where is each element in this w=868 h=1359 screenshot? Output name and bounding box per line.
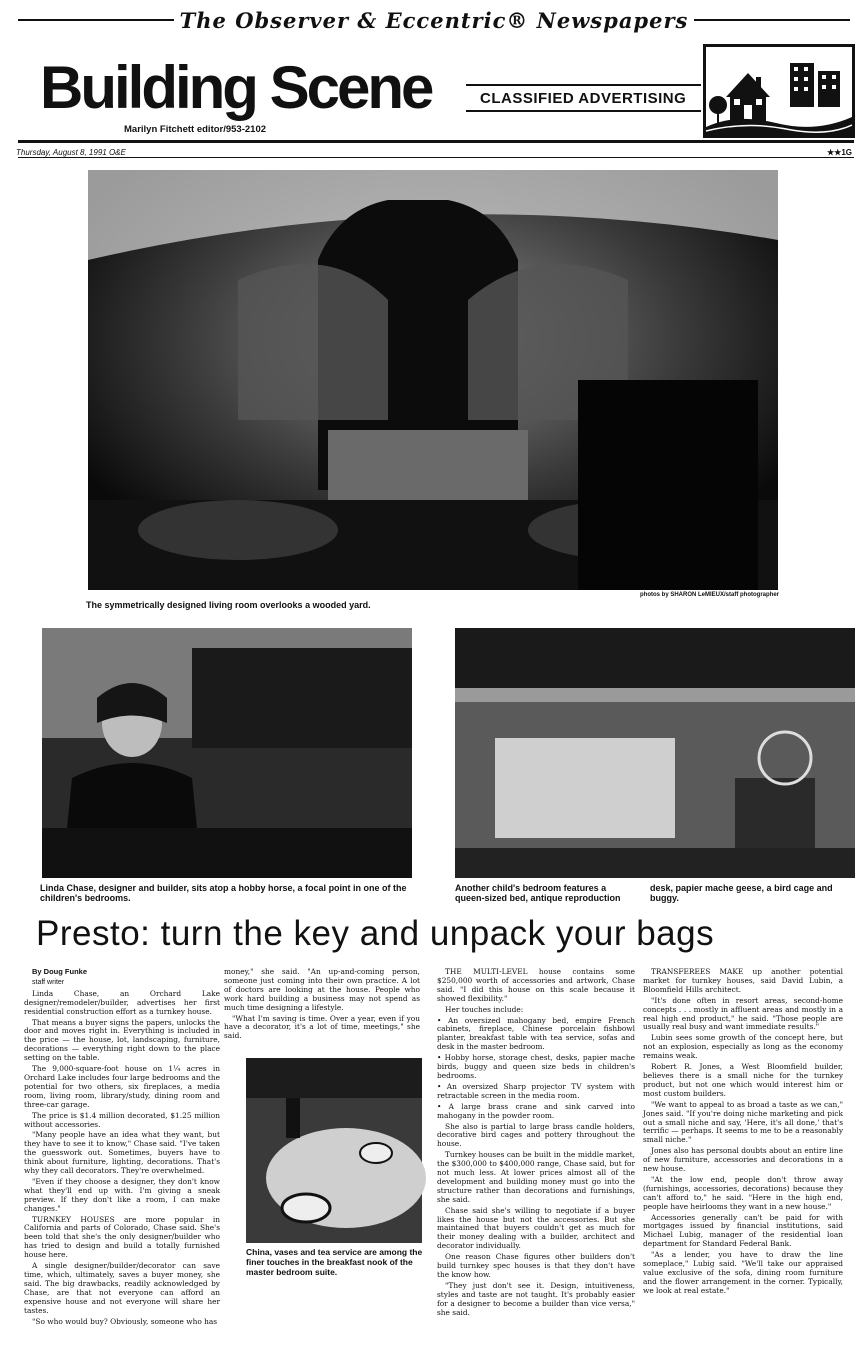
bedroom-photo [455,628,855,878]
byline-role: staff writer [32,978,65,986]
bullet-item: • A large brass crane and sink carved into mahogany in the powder room. [437,1101,635,1120]
paragraph: "We want to appeal to as broad a taste as we can," Jones said. "If you're doing niche marketing and pick out a small niche and say, 'Here, it's all done,' that's terrific — perhaps. It seems to me to be a reasonably small niche." [643,1099,843,1145]
breakfast-nook-photo [246,1058,422,1243]
article-column-3 [437,967,635,1317]
hobby-horse-photo [42,628,412,878]
article-column-2 [224,968,420,1052]
paragraph: That means a buyer signs the papers, unlocks the door and moves right in. Everything is included in the price — the house, lot, landscaping, furniture, decorations — everything right down to the place setting on the table. [24,1017,220,1063]
paragraph: "So who would buy? Obviously, someone who has [32,1316,218,1326]
right-photo-caption-a: Another child's bedroom features a queen-sized bed, antique reproduction [455,883,621,903]
paragraph: THE MULTI-LEVEL house contains some $250,000 worth of accessories and artwork, Chase said. "I did this house on this scale because it showed flexibility." [437,967,635,1003]
article-headline: Presto: turn the key and unpack your bags [36,914,715,953]
inset-photo-caption: China, vases and tea service are among the finer touches in the breakfast nook of the master bedroom suite. [246,1247,423,1277]
bullet-item: • An oversized Sharp projector TV system with retractable screen in the media room. [437,1081,635,1100]
paragraph: The price is $1.4 million decorated, $1.25 million without accessories. [24,1110,220,1129]
dateline: Thursday, August 8, 1991 O&E [16,148,126,157]
paragraph: "At the low end, people don't throw away (furnishings, accessories, decorations) because they can't afford to," he said. "Here in the high end, people have heirlooms they want in a new house." [643,1174,843,1211]
photo-credit: photos by SHARON LeMIEUX/staff photographer [640,592,780,598]
right-photo-caption-b: desk, papier mache geese, a bird cage and buggy. [650,883,833,903]
paragraph: TURNKEY HOUSES are more popular in California and parts of Colorado, Chase said. She's been told that she's the only designer/builder who has tried to design and build a totally furnished house here. [24,1214,220,1260]
paragraph: Jones also has personal doubts about an entire line of new furniture, accessories and decorations in a new house. [643,1146,843,1174]
paragraph: Robert R. Jones, a West Bloomfield builder, believes there is a small niche for the turnkey product, but not one which would interest him or most custom builders. [643,1062,843,1098]
house-icon [706,47,852,135]
paragraph: Turnkey houses can be built in the middle market, the $300,000 to $400,000 range, Chase said, but for not much less. At lower prices almost all of the development and building money must go into the structure rather than decorations and furnishings, she said. [437,1150,635,1204]
newspaper-masthead: The Observer & Eccentric® Newspapers [0,8,868,33]
section-subtitle: CLASSIFIED ADVERTISING [480,90,687,107]
house-logo [703,44,855,138]
paragraph: One reason Chase figures other builders don't build turnkey spec houses is that they don't have the know how. [437,1252,635,1279]
paragraph: Chase said she's willing to negotiate if a buyer likes the house but not the accessories. But she maintained that buyers couldn't get as much for their money dealing with a builder, architect and decorator individually. [437,1205,635,1251]
article-column-4 [643,968,843,1308]
bullet-item: • Hobby horse, storage chest, desks, papier mache birds, buggy and queen size beds in children's bedrooms. [437,1053,635,1080]
paragraph: Accessories generally can't be paid for with mortgages issued by financial institutions, said Michael Lubig, manager of the residential loan department for Standard Federal Bank. [643,1212,843,1249]
paragraph: Her touches include: [445,1004,524,1014]
paragraph: A single designer/builder/decorator can save time, which, ultimately, saves a buyer money, she said. The big drawbacks, readily acknowledged by Chase, are that not everyone can afford an expensive house and not everyone will share her tastes. [24,1261,220,1315]
left-photo-caption: Linda Chase, designer and builder, sits atop a hobby horse, a focal point in one of the children's bedrooms. [40,883,407,903]
paragraph: "As a lender, you have to draw the line someplace," Lubig said. "We'll take our appraised value exclusive of the sofa, dining room furniture and the flower arrangement in the corner. Typically, we look at real estate." [643,1250,843,1295]
paragraph: "Even if they choose a designer, they don't know what they'll end up with. I'm giving a sneak preview. If they don't like a room, I can make changes." [24,1176,220,1213]
paragraph: "They just don't see it. Design, intuitiveness, styles and taste are not taught. It's probably easier for a designer to become a builder than vice versa," she said. [437,1280,635,1317]
paragraph: She also is partial to large brass candle holders, decorative bird cages and pottery throughout the house. [437,1121,635,1149]
living-room-photo [88,170,778,590]
editor-credit: Marilyn Fitchett editor/953-2102 [124,124,267,135]
page-number: ★★1G [826,148,852,157]
bullet-item: • An oversized mahogany bed, empire French cabinets, fireplace, Chinese porcelain fishbowl planter, breakfast table with tea service, sofas and desk in the master bedroom. [437,1015,635,1052]
paragraph: TRANSFEREES MAKE up another potential market for turnkey houses, said David Lubin, a Bloomfield Hills architect. [643,967,843,994]
byline: By Doug Funke [32,967,88,976]
section-title: Building Scene [40,54,432,121]
paragraph: Lubin sees some growth of the concept here, but not an explosion, especially as long as the economy remains weak. [643,1033,843,1061]
article-column-1 [24,968,220,1338]
paragraph: "It's done often in resort areas, second-home concepts . . . mostly in affluent areas and mostly in a real high end product," he said. "Those people are usually real busy and want immediate results." [643,995,843,1032]
paragraph: money," she said. "An up-and-coming person, someone just coming into their own practice. A lot of doctors are looking at the house. People who work hard building a business may not spend as much time designing a lifestyle. [224,967,420,1012]
main-photo-caption: The symmetrically designed living room overlooks a wooded yard. [86,600,371,610]
paragraph: The 9,000-square-foot house on 1¼ acres in Orchard Lake includes four large bedrooms and the potential for two others, six fireplaces, a media room, living room, library/study, dining room and three-car garage. [24,1064,220,1109]
paragraph: "Many people have an idea what they want, but they have to see it to know," Chase said. "I've taken the guesswork out. Sometimes, buyers have to think about furniture, lighting, decorations. That's why they call decorators. They're overwhelmed. [24,1130,220,1176]
paragraph: Linda Chase, an Orchard Lake designer/remodeler/builder, advertises her first residential construction effort as a turnkey house. [24,988,220,1016]
paragraph: "What I'm saving is time. Over a year, even if you have a decorator, it's a lot of time, meetings," she said. [224,1013,420,1041]
